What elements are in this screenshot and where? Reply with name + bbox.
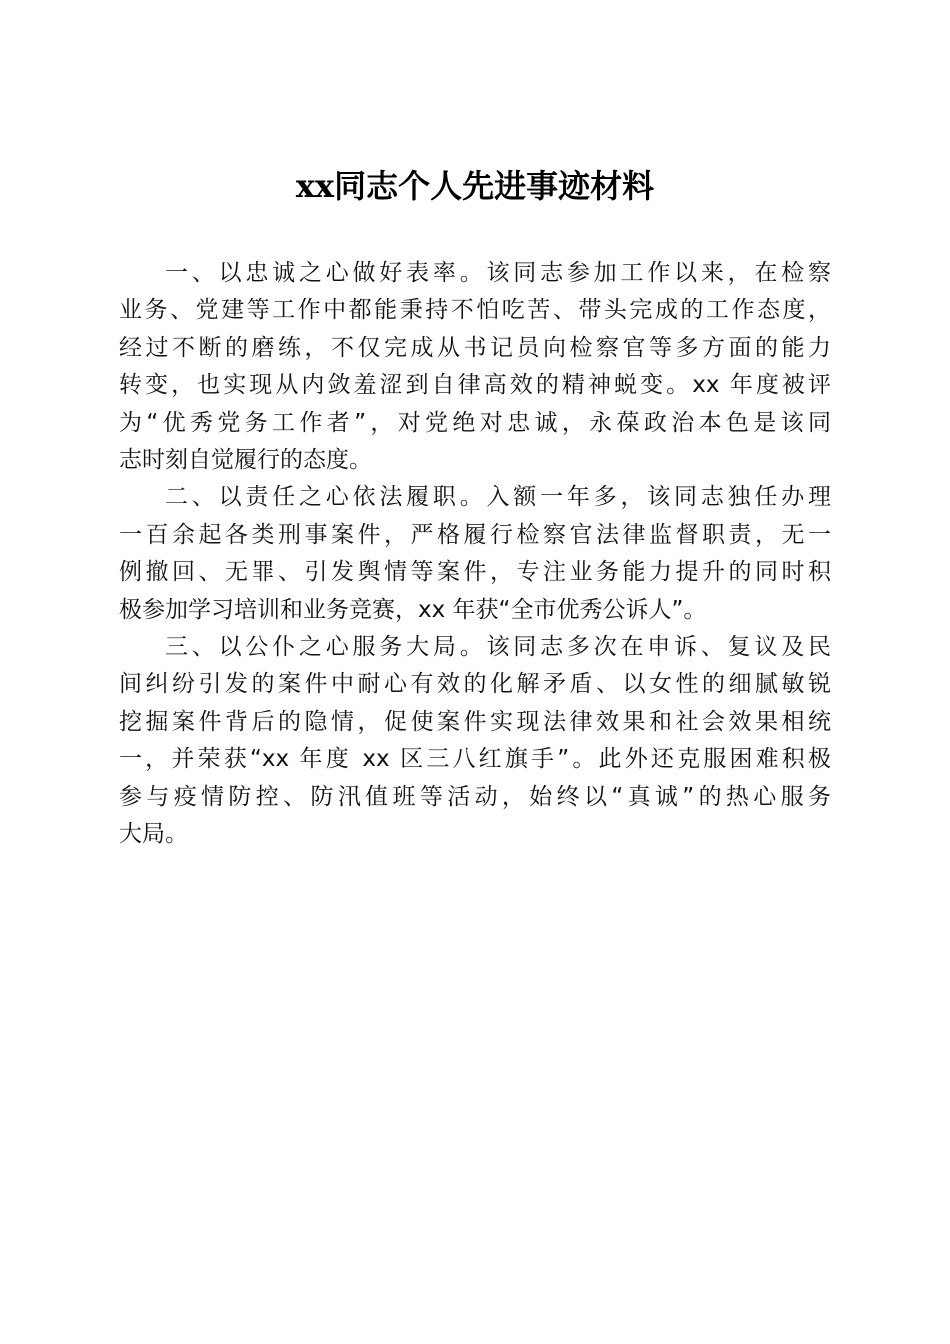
paragraph-line: 经过不断的磨练，不仅完成从书记员向检察官等多方面的能力 bbox=[119, 334, 831, 361]
paragraph-line: 三、以公仆之心服务大局。该同志多次在申诉、复议及民 bbox=[165, 634, 831, 661]
paragraph-3 bbox=[119, 629, 831, 853]
paragraph-line: 参与疫情防控、防汛值班等活动，始终以“真诚”的热心服务 bbox=[119, 783, 831, 810]
paragraph-line: 转变，也实现从内敛羞涩到自律高效的精神蜕变。xx 年度被评 bbox=[119, 372, 831, 399]
paragraph-line: 业务、党建等工作中都能秉持不怕吃苦、带头完成的工作态度， bbox=[119, 297, 831, 324]
paragraph-line: 例撤回、无罪、引发舆情等案件，专注业务能力提升的同时积 bbox=[119, 559, 831, 586]
paragraph-line: 一百余起各类刑事案件，严格履行检察官法律监督职责，无一 bbox=[119, 521, 831, 548]
paragraph-line: 一、以忠诚之心做好表率。该同志参加工作以来，在检察 bbox=[165, 260, 831, 286]
paragraph-2 bbox=[119, 479, 831, 629]
paragraph-line: 志时刻自觉履行的态度。 bbox=[119, 447, 372, 474]
paragraph-line: 挖掘案件背后的隐情，促使案件实现法律效果和社会效果相统 bbox=[119, 708, 831, 735]
paragraph-1 bbox=[119, 255, 831, 479]
paragraph-line: 一，并荣获“xx 年度 xx 区三八红旗手”。此外还克服困难积极 bbox=[119, 746, 831, 773]
paragraph-line: 大局。 bbox=[119, 821, 188, 848]
document-body bbox=[119, 255, 831, 854]
paragraph-line: 间纠纷引发的案件中耐心有效的化解矛盾、以女性的细腻敏锐 bbox=[119, 671, 831, 698]
paragraph-line: 二、以责任之心依法履职。入额一年多，该同志独任办理 bbox=[165, 484, 831, 511]
document-title: xx同志个人先进事迹材料 bbox=[295, 167, 655, 205]
paragraph-line: 为“优秀党务工作者”，对党绝对忠诚，永葆政治本色是该同 bbox=[119, 409, 831, 436]
paragraph-line: 极参加学习培训和业务竞赛，xx 年获“全市优秀公诉人”。 bbox=[119, 596, 707, 623]
